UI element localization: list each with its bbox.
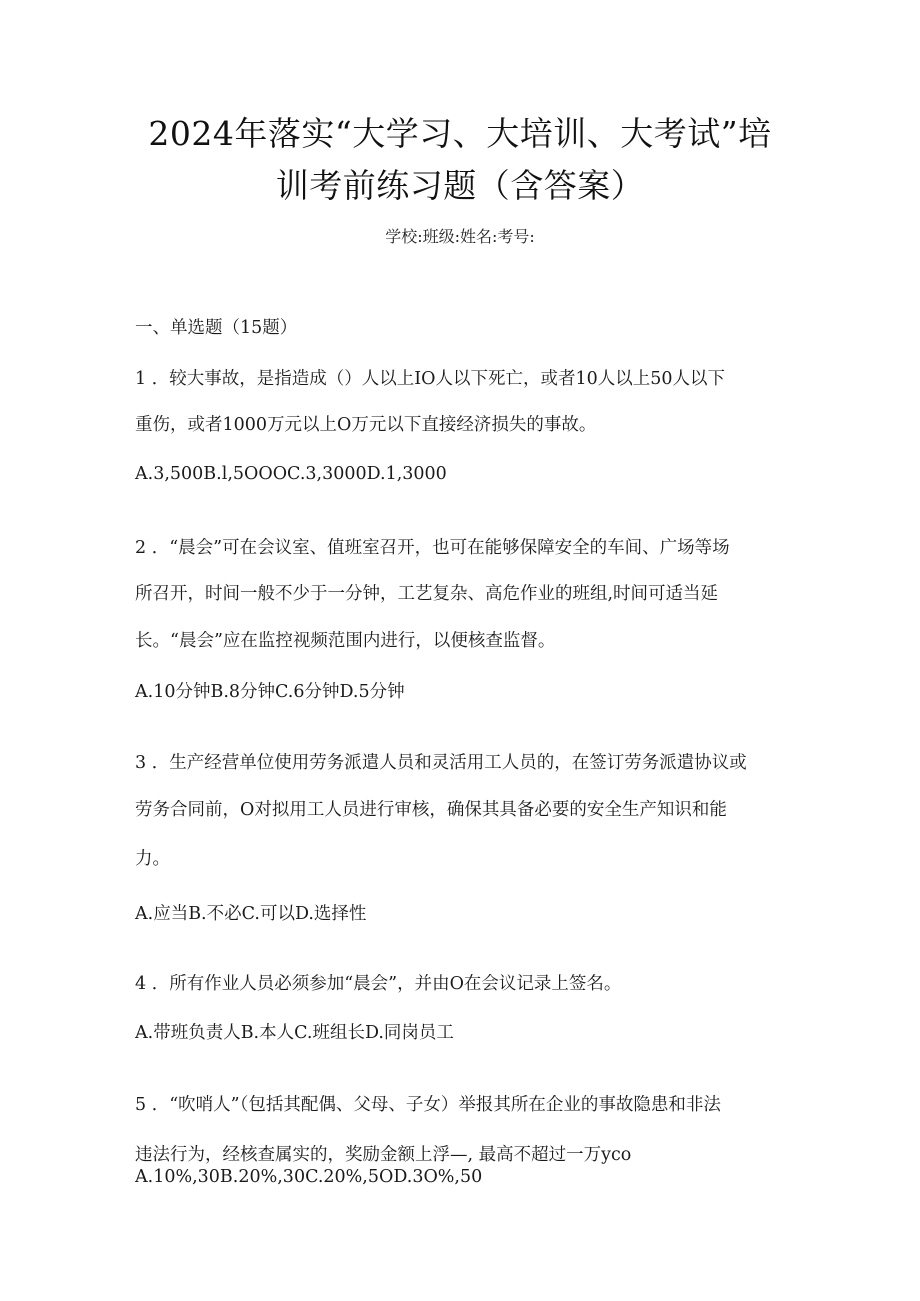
question-2-line-3: 长。“晨会”应在监控视频范围内进行，以便核查监督。 bbox=[135, 631, 556, 651]
question-1-line-2: 重伤，或者1000万元以上O万元以下直接经济损失的事故。 bbox=[135, 415, 597, 435]
question-4-line-1: 4 ．所有作业人员必须参加“晨会”，并由O在会议记录上签名。 bbox=[135, 974, 622, 994]
question-3-line-2: 劳务合同前，O对拟用工人员进行审核，确保其具备必要的安全生产知识和能 bbox=[135, 800, 727, 820]
title-line-1: 2024年落实“大学习、大培训、大考试”培 bbox=[148, 114, 772, 153]
title-line-2: 训考前练习题（含答案） bbox=[275, 166, 645, 205]
question-3-options: A.应当B.不必C.可以D.选择性 bbox=[135, 904, 367, 924]
question-2-line-1: 2 ．“晨会”可在会议室、值班室召开，也可在能够保障安全的车间、广场等场 bbox=[135, 538, 730, 558]
question-3-line-3: 力。 bbox=[135, 849, 170, 869]
student-info-line: 学校:班级:姓名:考号: bbox=[385, 227, 535, 246]
question-1-line-1: 1 ．较大事故，是指造成（）人以上IO人以下死亡，或者10人以上50人以下 bbox=[135, 369, 725, 389]
question-3-line-1: 3 ．生产经营单位使用劳务派遣人员和灵活用工人员的，在签订劳务派遣协议或 bbox=[135, 753, 747, 773]
question-1-options: A.3,500B.l,5OOOC.3,3000D.1,3000 bbox=[135, 464, 447, 484]
question-4-options: A.带班负责人B.本人C.班组长D.同岗员工 bbox=[135, 1023, 454, 1043]
question-5-options: A.10%,30B.20%,30C.20%,5OD.3O%,50 bbox=[135, 1167, 483, 1187]
question-2-line-2: 所召开，时间一般不少于一分钟，工艺复杂、高危作业的班组,时间可适当延 bbox=[135, 584, 719, 604]
section-heading: 一、单选题（15题） bbox=[135, 318, 298, 338]
question-2-options: A.10分钟B.8分钟C.6分钟D.5分钟 bbox=[135, 682, 405, 702]
question-5-line-2: 违法行为，经核查属实的，奖励金额上浮—, 最高不超过一万yco bbox=[135, 1145, 632, 1165]
document-title bbox=[0, 108, 920, 212]
question-5-line-1: 5 ．“吹哨人”（包括其配偶、父母、子女）举报其所在企业的事故隐患和非法 bbox=[135, 1095, 721, 1115]
